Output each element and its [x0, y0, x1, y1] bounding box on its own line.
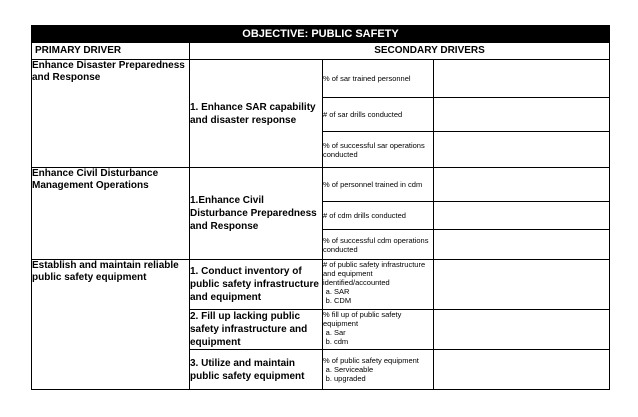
empty-cell — [434, 260, 610, 310]
empty-cell — [434, 310, 610, 350]
empty-cell — [434, 98, 610, 132]
list-item: b. cdm — [334, 337, 433, 346]
secondary-driver-3-1: 1. Conduct inventory of public safety infrastructure and equipment — [190, 260, 323, 310]
empty-cell — [434, 202, 610, 230]
objective-title: OBJECTIVE: PUBLIC SAFETY — [32, 26, 610, 43]
primary-driver-3: Establish and maintain reliable public safety equipment — [32, 260, 190, 390]
indicator-1-2: # of sar drills conducted — [323, 98, 434, 132]
empty-cell — [434, 350, 610, 390]
list-item: a. SAR — [334, 287, 433, 296]
indicator-3-1-text: # of public safety infrastructure and equipment identified/accounted — [323, 260, 426, 287]
indicator-3-3 — [323, 350, 434, 390]
primary-driver-1: Enhance Disaster Preparedness and Response — [32, 60, 190, 168]
empty-cell — [434, 132, 610, 168]
secondary-drivers-header: SECONDARY DRIVERS — [190, 43, 610, 60]
indicator-1-3: % of successful sar operations conducted — [323, 132, 434, 168]
secondary-driver-3-3: 3. Utilize and maintain public safety equipment — [190, 350, 323, 390]
list-item: a. Serviceable — [334, 365, 433, 374]
indicator-3-2 — [323, 310, 434, 350]
indicator-2-1: % of personnel trained in cdm — [323, 168, 434, 202]
secondary-driver-2-1: 1.Enhance Civil Disturbance Preparedness and Response — [190, 168, 323, 260]
empty-cell — [434, 168, 610, 202]
secondary-driver-3-2: 2. Fill up lacking public safety infrastructure and equipment — [190, 310, 323, 350]
indicator-3-3-text: % of public safety equipment — [323, 356, 419, 365]
indicator-3-3-list — [323, 365, 433, 383]
primary-driver-header: PRIMARY DRIVER — [32, 43, 190, 60]
list-item: a. Sar — [334, 328, 433, 337]
indicator-1-1: % of sar trained personnel — [323, 60, 434, 98]
indicator-3-1-list — [323, 287, 433, 305]
indicator-3-2-text: % fill up of public safety equipment — [323, 310, 402, 328]
empty-cell — [434, 60, 610, 98]
indicator-2-3: % of successful cdm operations conducted — [323, 230, 434, 260]
empty-cell — [434, 230, 610, 260]
list-item: b. upgraded — [334, 374, 433, 383]
indicator-3-2-list — [323, 328, 433, 346]
secondary-driver-1-1: 1. Enhance SAR capability and disaster response — [190, 60, 323, 168]
primary-driver-2: Enhance Civil Disturbance Management Operations — [32, 168, 190, 260]
indicator-2-2: # of cdm drills conducted — [323, 202, 434, 230]
objective-table — [31, 25, 610, 390]
indicator-3-1 — [323, 260, 434, 310]
list-item: b. CDM — [334, 296, 433, 305]
